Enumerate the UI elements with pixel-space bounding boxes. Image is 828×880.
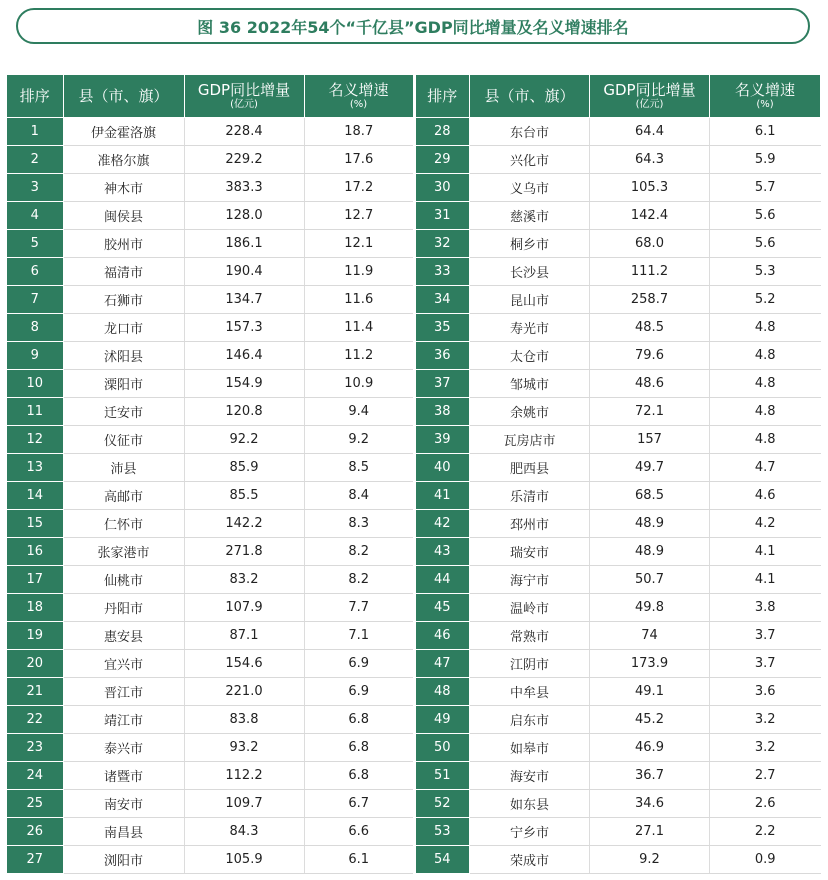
rank-cell: 14 xyxy=(7,482,63,510)
rank-cell: 11 xyxy=(7,398,63,426)
growth-rate-cell: 11.9 xyxy=(304,258,413,286)
rank-cell: 37 xyxy=(415,370,470,398)
county-cell: 福清市 xyxy=(63,258,184,286)
table-row xyxy=(7,790,413,818)
header-gdp-label: GDP同比增量 xyxy=(197,81,291,100)
table-row xyxy=(415,482,821,510)
gdp-increase-cell: 48.9 xyxy=(590,538,710,566)
header-county: 县（市、旗） xyxy=(470,75,590,118)
gdp-increase-cell: 93.2 xyxy=(184,734,304,762)
gdp-increase-cell: 87.1 xyxy=(184,622,304,650)
growth-rate-cell: 8.2 xyxy=(304,566,413,594)
county-cell: 如东县 xyxy=(470,790,590,818)
growth-rate-cell: 6.8 xyxy=(304,706,413,734)
table-row xyxy=(7,454,413,482)
rank-cell: 34 xyxy=(415,286,470,314)
header-rank: 排序 xyxy=(415,75,470,118)
gdp-increase-cell: 45.2 xyxy=(590,706,710,734)
gdp-increase-cell: 49.1 xyxy=(590,678,710,706)
header-county: 县（市、旗） xyxy=(63,75,184,118)
county-cell: 伊金霍洛旗 xyxy=(63,118,184,146)
rank-cell: 49 xyxy=(415,706,470,734)
growth-rate-cell: 8.5 xyxy=(304,454,413,482)
rank-cell: 51 xyxy=(415,762,470,790)
growth-rate-cell: 9.2 xyxy=(304,426,413,454)
table-row xyxy=(7,146,413,174)
growth-rate-cell: 10.9 xyxy=(304,370,413,398)
gdp-increase-cell: 48.9 xyxy=(590,510,710,538)
table-row xyxy=(415,706,821,734)
gdp-increase-cell: 83.2 xyxy=(184,566,304,594)
county-cell: 中牟县 xyxy=(470,678,590,706)
growth-rate-cell: 4.8 xyxy=(710,426,821,454)
table-row xyxy=(415,230,821,258)
gdp-increase-cell: 229.2 xyxy=(184,146,304,174)
table-row xyxy=(7,118,413,146)
gdp-increase-cell: 157 xyxy=(590,426,710,454)
rank-cell: 7 xyxy=(7,286,63,314)
county-cell: 乐清市 xyxy=(470,482,590,510)
table-row xyxy=(7,286,413,314)
gdp-increase-cell: 83.8 xyxy=(184,706,304,734)
table-row xyxy=(415,454,821,482)
gdp-increase-cell: 228.4 xyxy=(184,118,304,146)
rank-cell: 40 xyxy=(415,454,470,482)
gdp-increase-cell: 85.5 xyxy=(184,482,304,510)
growth-rate-cell: 9.4 xyxy=(304,398,413,426)
gdp-increase-cell: 111.2 xyxy=(590,258,710,286)
county-cell: 溧阳市 xyxy=(63,370,184,398)
rank-cell: 27 xyxy=(7,846,63,874)
rank-cell: 5 xyxy=(7,230,63,258)
table-row xyxy=(415,566,821,594)
rank-cell: 46 xyxy=(415,622,470,650)
rank-cell: 28 xyxy=(415,118,470,146)
growth-rate-cell: 3.7 xyxy=(710,622,821,650)
table-row xyxy=(7,538,413,566)
rank-cell: 21 xyxy=(7,678,63,706)
county-cell: 诸暨市 xyxy=(63,762,184,790)
gdp-increase-cell: 157.3 xyxy=(184,314,304,342)
growth-rate-cell: 6.1 xyxy=(710,118,821,146)
gdp-increase-cell: 134.7 xyxy=(184,286,304,314)
gdp-increase-cell: 68.5 xyxy=(590,482,710,510)
table-body-right xyxy=(415,118,821,874)
rank-cell: 24 xyxy=(7,762,63,790)
county-cell: 沛县 xyxy=(63,454,184,482)
gdp-increase-cell: 79.6 xyxy=(590,342,710,370)
county-cell: 常熟市 xyxy=(470,622,590,650)
growth-rate-cell: 6.9 xyxy=(304,678,413,706)
table-row xyxy=(7,622,413,650)
table-row xyxy=(415,118,821,146)
ranking-table-right xyxy=(414,75,822,874)
gdp-increase-cell: 48.5 xyxy=(590,314,710,342)
county-cell: 龙口市 xyxy=(63,314,184,342)
header-rank: 排序 xyxy=(7,75,63,118)
rank-cell: 18 xyxy=(7,594,63,622)
gdp-increase-cell: 154.6 xyxy=(184,650,304,678)
table-row xyxy=(415,342,821,370)
table-body-left xyxy=(7,118,413,874)
growth-rate-cell: 12.1 xyxy=(304,230,413,258)
growth-rate-cell: 2.7 xyxy=(710,762,821,790)
table-row xyxy=(415,370,821,398)
growth-rate-cell: 4.1 xyxy=(710,566,821,594)
table-row xyxy=(415,258,821,286)
county-cell: 邳州市 xyxy=(470,510,590,538)
rank-cell: 30 xyxy=(415,174,470,202)
header-growth-unit: (%) xyxy=(349,98,368,110)
rank-cell: 31 xyxy=(415,202,470,230)
gdp-increase-cell: 128.0 xyxy=(184,202,304,230)
gdp-increase-cell: 9.2 xyxy=(590,846,710,874)
header-gdp-unit: (亿元) xyxy=(635,98,664,110)
figure-title-text: 图 36 2022年54个“千亿县”GDP同比增量及名义增速排名 xyxy=(197,17,629,37)
county-cell: 余姚市 xyxy=(470,398,590,426)
gdp-increase-cell: 49.7 xyxy=(590,454,710,482)
county-cell: 宁乡市 xyxy=(470,818,590,846)
county-cell: 邹城市 xyxy=(470,370,590,398)
rank-cell: 23 xyxy=(7,734,63,762)
rank-cell: 50 xyxy=(415,734,470,762)
county-cell: 泰兴市 xyxy=(63,734,184,762)
growth-rate-cell: 12.7 xyxy=(304,202,413,230)
rank-cell: 16 xyxy=(7,538,63,566)
table-row xyxy=(7,398,413,426)
county-cell: 东台市 xyxy=(470,118,590,146)
figure-title xyxy=(16,8,810,44)
county-cell: 沭阳县 xyxy=(63,342,184,370)
growth-rate-cell: 5.6 xyxy=(710,202,821,230)
rank-cell: 33 xyxy=(415,258,470,286)
table-row xyxy=(415,146,821,174)
growth-rate-cell: 4.8 xyxy=(710,314,821,342)
county-cell: 海宁市 xyxy=(470,566,590,594)
county-cell: 昆山市 xyxy=(470,286,590,314)
table-row xyxy=(415,622,821,650)
gdp-increase-cell: 105.9 xyxy=(184,846,304,874)
header-gdp xyxy=(184,75,304,118)
county-cell: 宜兴市 xyxy=(63,650,184,678)
gdp-increase-cell: 107.9 xyxy=(184,594,304,622)
growth-rate-cell: 5.2 xyxy=(710,286,821,314)
table-header-row xyxy=(415,75,821,118)
rank-cell: 20 xyxy=(7,650,63,678)
gdp-increase-cell: 85.9 xyxy=(184,454,304,482)
header-growth xyxy=(710,75,821,118)
header-gdp xyxy=(590,75,710,118)
table-row xyxy=(415,286,821,314)
county-cell: 兴化市 xyxy=(470,146,590,174)
rank-cell: 35 xyxy=(415,314,470,342)
table-row xyxy=(7,734,413,762)
growth-rate-cell: 4.7 xyxy=(710,454,821,482)
growth-rate-cell: 11.6 xyxy=(304,286,413,314)
growth-rate-cell: 4.8 xyxy=(710,370,821,398)
gdp-increase-cell: 383.3 xyxy=(184,174,304,202)
growth-rate-cell: 8.2 xyxy=(304,538,413,566)
rank-cell: 52 xyxy=(415,790,470,818)
growth-rate-cell: 4.8 xyxy=(710,398,821,426)
table-row xyxy=(7,594,413,622)
table-row xyxy=(7,650,413,678)
table-row xyxy=(415,426,821,454)
table-row xyxy=(7,678,413,706)
gdp-increase-cell: 64.4 xyxy=(590,118,710,146)
table-row xyxy=(415,174,821,202)
county-cell: 闽侯县 xyxy=(63,202,184,230)
table-row xyxy=(415,594,821,622)
table-row xyxy=(7,426,413,454)
rank-cell: 43 xyxy=(415,538,470,566)
growth-rate-cell: 6.1 xyxy=(304,846,413,874)
header-gdp-unit: (亿元) xyxy=(230,98,258,110)
county-cell: 太仓市 xyxy=(470,342,590,370)
growth-rate-cell: 6.9 xyxy=(304,650,413,678)
county-cell: 仪征市 xyxy=(63,426,184,454)
gdp-increase-cell: 221.0 xyxy=(184,678,304,706)
table-row xyxy=(7,314,413,342)
county-cell: 江阴市 xyxy=(470,650,590,678)
rank-cell: 1 xyxy=(7,118,63,146)
table-row xyxy=(415,818,821,846)
table-row xyxy=(7,706,413,734)
table-row xyxy=(415,762,821,790)
rank-cell: 22 xyxy=(7,706,63,734)
table-row xyxy=(415,202,821,230)
county-cell: 仁怀市 xyxy=(63,510,184,538)
rank-cell: 32 xyxy=(415,230,470,258)
table-row xyxy=(415,678,821,706)
growth-rate-cell: 8.3 xyxy=(304,510,413,538)
gdp-increase-cell: 258.7 xyxy=(590,286,710,314)
ranking-table-left xyxy=(7,75,414,874)
header-growth-label: 名义增速 xyxy=(328,81,389,100)
rank-cell: 41 xyxy=(415,482,470,510)
gdp-increase-cell: 105.3 xyxy=(590,174,710,202)
growth-rate-cell: 18.7 xyxy=(304,118,413,146)
growth-rate-cell: 6.8 xyxy=(304,762,413,790)
county-cell: 晋江市 xyxy=(63,678,184,706)
county-cell: 寿光市 xyxy=(470,314,590,342)
growth-rate-cell: 5.7 xyxy=(710,174,821,202)
rank-cell: 54 xyxy=(415,846,470,874)
growth-rate-cell: 3.2 xyxy=(710,734,821,762)
rank-cell: 2 xyxy=(7,146,63,174)
table-row xyxy=(7,762,413,790)
county-cell: 瓦房店市 xyxy=(470,426,590,454)
growth-rate-cell: 6.7 xyxy=(304,790,413,818)
table-header-row xyxy=(7,75,413,118)
rank-cell: 10 xyxy=(7,370,63,398)
gdp-increase-cell: 271.8 xyxy=(184,538,304,566)
gdp-increase-cell: 48.6 xyxy=(590,370,710,398)
table-row xyxy=(415,314,821,342)
table-row xyxy=(7,174,413,202)
gdp-increase-cell: 36.7 xyxy=(590,762,710,790)
county-cell: 如皋市 xyxy=(470,734,590,762)
rank-cell: 3 xyxy=(7,174,63,202)
rank-cell: 6 xyxy=(7,258,63,286)
table-row xyxy=(7,482,413,510)
growth-rate-cell: 3.8 xyxy=(710,594,821,622)
gdp-increase-cell: 112.2 xyxy=(184,762,304,790)
growth-rate-cell: 3.7 xyxy=(710,650,821,678)
county-cell: 张家港市 xyxy=(63,538,184,566)
rank-cell: 13 xyxy=(7,454,63,482)
county-cell: 高邮市 xyxy=(63,482,184,510)
table-row xyxy=(7,230,413,258)
table-row xyxy=(415,650,821,678)
header-gdp-label: GDP同比增量 xyxy=(603,81,696,100)
growth-rate-cell: 8.4 xyxy=(304,482,413,510)
ranking-tables xyxy=(7,75,821,874)
rank-cell: 25 xyxy=(7,790,63,818)
county-cell: 胶州市 xyxy=(63,230,184,258)
growth-rate-cell: 2.2 xyxy=(710,818,821,846)
gdp-increase-cell: 142.4 xyxy=(590,202,710,230)
county-cell: 惠安县 xyxy=(63,622,184,650)
growth-rate-cell: 4.6 xyxy=(710,482,821,510)
gdp-increase-cell: 50.7 xyxy=(590,566,710,594)
table-row xyxy=(7,202,413,230)
rank-cell: 19 xyxy=(7,622,63,650)
growth-rate-cell: 17.6 xyxy=(304,146,413,174)
rank-cell: 8 xyxy=(7,314,63,342)
rank-cell: 39 xyxy=(415,426,470,454)
table-row xyxy=(415,846,821,874)
growth-rate-cell: 11.2 xyxy=(304,342,413,370)
growth-rate-cell: 4.2 xyxy=(710,510,821,538)
table-row xyxy=(415,510,821,538)
growth-rate-cell: 4.1 xyxy=(710,538,821,566)
rank-cell: 42 xyxy=(415,510,470,538)
gdp-increase-cell: 74 xyxy=(590,622,710,650)
gdp-increase-cell: 72.1 xyxy=(590,398,710,426)
rank-cell: 44 xyxy=(415,566,470,594)
table-row xyxy=(7,846,413,874)
table-row xyxy=(415,398,821,426)
gdp-increase-cell: 64.3 xyxy=(590,146,710,174)
county-cell: 神木市 xyxy=(63,174,184,202)
gdp-increase-cell: 34.6 xyxy=(590,790,710,818)
gdp-increase-cell: 190.4 xyxy=(184,258,304,286)
gdp-increase-cell: 68.0 xyxy=(590,230,710,258)
rank-cell: 29 xyxy=(415,146,470,174)
growth-rate-cell: 5.9 xyxy=(710,146,821,174)
table-row xyxy=(7,370,413,398)
county-cell: 南昌县 xyxy=(63,818,184,846)
county-cell: 桐乡市 xyxy=(470,230,590,258)
county-cell: 仙桃市 xyxy=(63,566,184,594)
county-cell: 慈溪市 xyxy=(470,202,590,230)
growth-rate-cell: 6.8 xyxy=(304,734,413,762)
rank-cell: 48 xyxy=(415,678,470,706)
rank-cell: 47 xyxy=(415,650,470,678)
rank-cell: 45 xyxy=(415,594,470,622)
table-row xyxy=(7,510,413,538)
growth-rate-cell: 3.2 xyxy=(710,706,821,734)
county-cell: 浏阳市 xyxy=(63,846,184,874)
header-growth-unit: (%) xyxy=(756,98,774,110)
county-cell: 荣成市 xyxy=(470,846,590,874)
county-cell: 温岭市 xyxy=(470,594,590,622)
growth-rate-cell: 5.3 xyxy=(710,258,821,286)
table-row xyxy=(415,734,821,762)
gdp-increase-cell: 92.2 xyxy=(184,426,304,454)
header-growth xyxy=(304,75,413,118)
gdp-increase-cell: 49.8 xyxy=(590,594,710,622)
growth-rate-cell: 4.8 xyxy=(710,342,821,370)
growth-rate-cell: 6.6 xyxy=(304,818,413,846)
county-cell: 瑞安市 xyxy=(470,538,590,566)
gdp-increase-cell: 186.1 xyxy=(184,230,304,258)
rank-cell: 15 xyxy=(7,510,63,538)
growth-rate-cell: 0.9 xyxy=(710,846,821,874)
county-cell: 迁安市 xyxy=(63,398,184,426)
table-row xyxy=(415,790,821,818)
growth-rate-cell: 3.6 xyxy=(710,678,821,706)
gdp-increase-cell: 154.9 xyxy=(184,370,304,398)
rank-cell: 17 xyxy=(7,566,63,594)
header-growth-label: 名义增速 xyxy=(734,81,795,100)
rank-cell: 12 xyxy=(7,426,63,454)
gdp-increase-cell: 46.9 xyxy=(590,734,710,762)
gdp-increase-cell: 146.4 xyxy=(184,342,304,370)
growth-rate-cell: 7.7 xyxy=(304,594,413,622)
county-cell: 长沙县 xyxy=(470,258,590,286)
county-cell: 南安市 xyxy=(63,790,184,818)
county-cell: 启东市 xyxy=(470,706,590,734)
county-cell: 石狮市 xyxy=(63,286,184,314)
rank-cell: 53 xyxy=(415,818,470,846)
county-cell: 丹阳市 xyxy=(63,594,184,622)
growth-rate-cell: 11.4 xyxy=(304,314,413,342)
table-row xyxy=(7,258,413,286)
rank-cell: 9 xyxy=(7,342,63,370)
gdp-increase-cell: 142.2 xyxy=(184,510,304,538)
growth-rate-cell: 7.1 xyxy=(304,622,413,650)
growth-rate-cell: 5.6 xyxy=(710,230,821,258)
growth-rate-cell: 2.6 xyxy=(710,790,821,818)
county-cell: 准格尔旗 xyxy=(63,146,184,174)
table-row xyxy=(415,538,821,566)
rank-cell: 4 xyxy=(7,202,63,230)
growth-rate-cell: 17.2 xyxy=(304,174,413,202)
gdp-increase-cell: 120.8 xyxy=(184,398,304,426)
table-row xyxy=(7,342,413,370)
county-cell: 靖江市 xyxy=(63,706,184,734)
gdp-increase-cell: 173.9 xyxy=(590,650,710,678)
rank-cell: 26 xyxy=(7,818,63,846)
table-row xyxy=(7,818,413,846)
table-row xyxy=(7,566,413,594)
rank-cell: 36 xyxy=(415,342,470,370)
gdp-increase-cell: 27.1 xyxy=(590,818,710,846)
county-cell: 肥西县 xyxy=(470,454,590,482)
gdp-increase-cell: 109.7 xyxy=(184,790,304,818)
county-cell: 义乌市 xyxy=(470,174,590,202)
rank-cell: 38 xyxy=(415,398,470,426)
gdp-increase-cell: 84.3 xyxy=(184,818,304,846)
county-cell: 海安市 xyxy=(470,762,590,790)
